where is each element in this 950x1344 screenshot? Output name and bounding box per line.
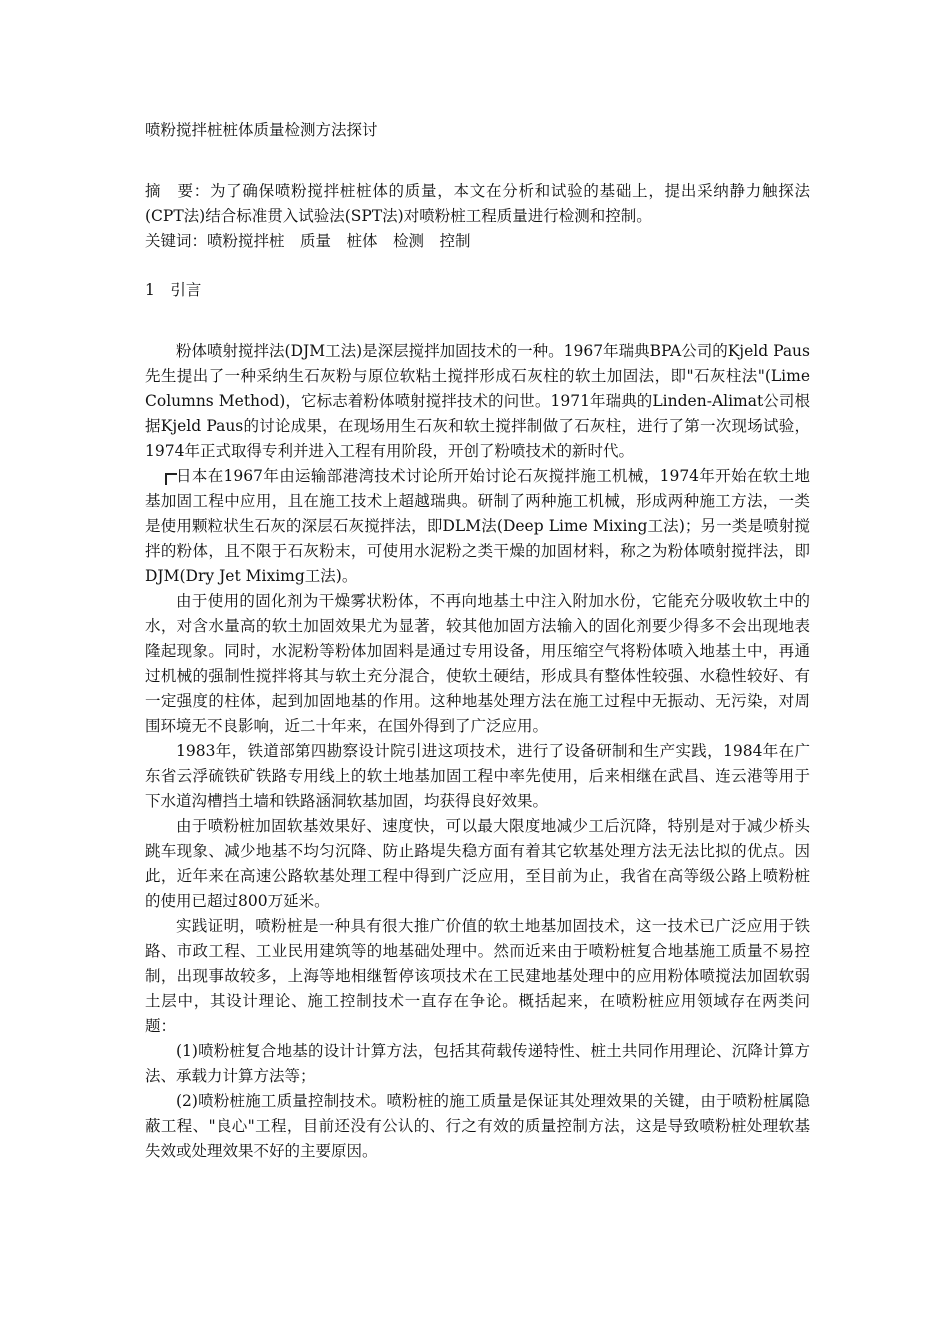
document-page — [145, 118, 810, 1164]
paragraph-1983-introduction: 1983年，铁道部第四勘察设计院引进这项技术，进行了设备研制和生产实践，1984年在广东省云浮硫铁矿铁路专用线上的软土地基加固工程中率先使用，后来相继在武昌、连云港等用于下水道沟槽挡土墙和铁路涵洞软基加固，均获得良好效果。 — [145, 742, 810, 810]
abstract-text: 摘 要：为了确保喷粉搅拌桩桩体的质量，本文在分析和试验的基础上，提出采纳静力触探法(CPT法)结合标准贯入试验法(SPT法)对喷粉桩工程质量进行检测和控制。 — [145, 182, 810, 225]
document-title: 喷粉搅拌桩桩体质量检测方法探讨 — [145, 121, 378, 139]
paragraph-problem-2: (2)喷粉桩施工质量控制技术。喷粉桩的施工质量是保证其处理效果的关键，由于喷粉桩属隐蔽工程、"良心"工程，目前还没有公认的、行之有效的质量控制方法，这是导致喷粉桩处理软基失效或处理效果不好的主要原因。 — [145, 1092, 810, 1160]
paragraph-highway-application: 由于喷粉桩加固软基效果好、速度快，可以最大限度地减少工后沉降，特别是对于减少桥头跳车现象、减少地基不均匀沉降、防止路堤失稳方面有着其它软基处理方法无法比拟的优点。因此，近年来在高速公路软基处理工程中得到广泛应用，至目前为止，我省在高等级公路上喷粉桩的使用已超过800万延米。 — [145, 817, 810, 910]
section-heading-introduction: 1 引言 — [145, 281, 202, 299]
paragraph-japan-development: 日本在1967年由运输部港湾技术讨论所开始讨论石灰搅拌施工机械，1974年开始在软土地基加固工程中应用，且在施工技术上超越瑞典。研制了两种施工机械，形成两种施工方法，一类是使用颗粒状生石灰的深层石灰搅拌法，即DLM法(Deep Lime Mixing工法)；另一类是喷射搅拌的粉体，且不限于石灰粉末，可使用水泥粉之类干燥的加固材料，称之为粉体喷射搅拌法，即DJM(Dry Jet Miximg工法)。 — [145, 467, 810, 585]
keywords-line: 关键词：喷粉搅拌桩 质量 桩体 检测 控制 — [145, 232, 471, 250]
paragraph-problem-1: (1)喷粉桩复合地基的设计计算方法，包括其荷载传递特性、桩土共同作用理论、沉降计算方法、承载力计算方法等； — [145, 1042, 810, 1085]
paragraph-dry-powder-advantages: 由于使用的固化剂为干燥雾状粉体，不再向地基土中注入附加水份，它能充分吸收软土中的水，对含水量高的软土加固效果尤为显著，较其他加固方法输入的固化剂要少得多不会出现地表隆起现象。同时，水泥粉等粉体加固料是通过专用设备，用压缩空气将粉体喷入地基土中，再通过机械的强制性搅拌将其与软土充分混合，使软土硬结，形成具有整体性较强、水稳性较好、有一定强度的柱体，起到加固地基的作用。这种地基处理方法在施工过程中无振动、无污染，对周围环境无不良影响，近二十年来，在国外得到了广泛应用。 — [145, 592, 810, 735]
paragraph-djm-origin: 粉体喷射搅拌法(DJM工法)是深层搅拌加固技术的一种。1967年瑞典BPA公司的Kjeld Paus先生提出了一种采纳生石灰粉与原位软粘土搅拌形成石灰柱的软土加固法，即"石灰柱法"(Lime Columns Method)，它标志着粉体喷射搅拌技术的问世。1971年瑞典的Linden-Alimat公司根据Kjeld Paus的讨论成果，在现场用生石灰和软土搅拌制做了石灰柱，进行了第一次现场试验，1974年正式取得专利并进入工程有用阶段，开创了粉喷技术的新时代。 — [145, 342, 810, 460]
paragraph-wrapper-japan — [145, 464, 810, 589]
paragraph-edit-mark-icon — [165, 473, 177, 485]
paragraph-practice-problems: 实践证明，喷粉桩是一种具有很大推广价值的软土地基加固技术，这一技术已广泛应用于铁路、市政工程、工业民用建筑等的地基础处理中。然而近来由于喷粉桩复合地基施工质量不易控制，出现事故较多，上海等地相继暂停该项技术在工民建地基处理中的应用粉体喷搅法加固软弱土层中，其设计理论、施工控制技术一直存在争论。概括起来，在喷粉桩应用领域存在两类问题： — [145, 917, 810, 1035]
